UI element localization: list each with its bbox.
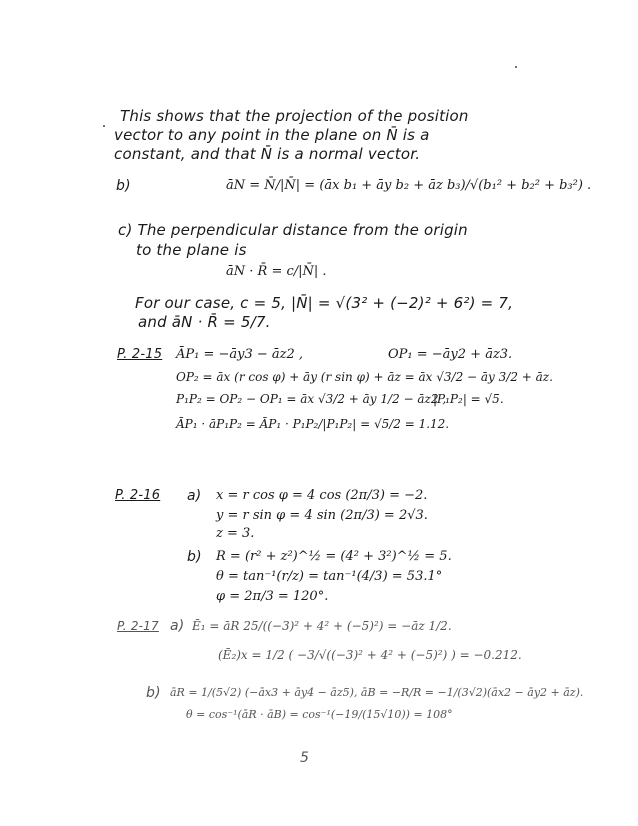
p217-part-b: b) [146, 685, 161, 701]
p215-line-3b: |P₁P₂| = √5. [433, 392, 504, 406]
p216-line-2: y = r sin φ = 4 sin (2π/3) = 2√3. [216, 508, 428, 523]
part-b-label: b) [116, 178, 131, 194]
p217-line-3: āR = 1/(5√2) (−āx3 + āy4 − āz5), āB = −R/R = −1/(3√2)(āx2 − āy2 + āz). [170, 686, 584, 699]
p216-line-3: z = 3. [216, 526, 255, 541]
p216-line-5: θ = tan⁻¹(r/z) = tan⁻¹(4/3) = 53.1° [216, 569, 443, 584]
p217-line-4: θ = cos⁻¹(āR · āB) = cos⁻¹(−19/(15√10)) = 108° [186, 708, 453, 721]
p216-line-4: R = (r² + z²)^½ = (4² + 3²)^½ = 5. [216, 549, 452, 564]
scan-speck [103, 125, 105, 127]
p217-part-a: a) [170, 618, 185, 634]
part-b-equation: āN = N̄/|N̄| = (āx b₁ + āy b₂ + āz b₃)/√(b₁² + b₂² + b₃²) . [226, 178, 592, 193]
part-c-equation: āN · R̄ = c/|N̄| . [226, 264, 327, 279]
p217-line-2: (Ē₂)x = 1/2 ( −3/√((−3)² + 4² + (−5)²) ) = −0.212. [218, 648, 522, 662]
problem-2-16-label: P. 2-16 [115, 488, 161, 503]
problem-2-15-label: P. 2-15 [117, 347, 163, 362]
part-c-line-1: c) The perpendicular distance from the origin [118, 221, 468, 239]
p215-line-3a: P₁P₂ = OP₂ − OP₁ = āx √3/2 + āy 1/2 − āz2 , [176, 392, 447, 406]
p216-line-6: φ = 2π/3 = 120°. [216, 589, 329, 604]
intro-line-3: constant, and that N̄ is a normal vector. [114, 145, 421, 163]
part-c-line-4: and āN · R̄ = 5/7. [138, 313, 271, 331]
p215-line-2: OP₂ = āx (r cos φ) + āy (r sin φ) + āz = āx √3/2 − āy 3/2 + āz. [176, 370, 553, 384]
scan-speck [515, 66, 517, 68]
problem-2-17-label: P. 2-17 [117, 619, 159, 633]
intro-line-1: This shows that the projection of the position [120, 107, 469, 125]
p215-line-1b: OP₁ = −āy2 + āz3. [388, 347, 513, 362]
part-c-line-2: to the plane is [136, 241, 247, 259]
p216-line-1: x = r cos φ = 4 cos (2π/3) = −2. [216, 488, 428, 503]
p215-line-1a: ĀP₁ = −āy3 − āz2 , [176, 347, 304, 362]
part-c-line-3: For our case, c = 5, |N̄| = √(3² + (−2)² + 6²) = 7, [135, 294, 514, 312]
p216-part-a: a) [187, 488, 202, 504]
intro-line-2: vector to any point in the plane on N̄ is a [114, 126, 430, 144]
page-number: 5 [300, 750, 310, 766]
p217-line-1: Ē₁ = āR 25/((−3)² + 4² + (−5)²) = −āz 1/2. [192, 619, 452, 633]
p215-line-4: ĀP₁ · āP₁P₂ = ĀP₁ · P₁P₂/|P₁P₂| = √5/2 = 1.12. [176, 417, 450, 431]
p216-part-b: b) [187, 549, 202, 565]
